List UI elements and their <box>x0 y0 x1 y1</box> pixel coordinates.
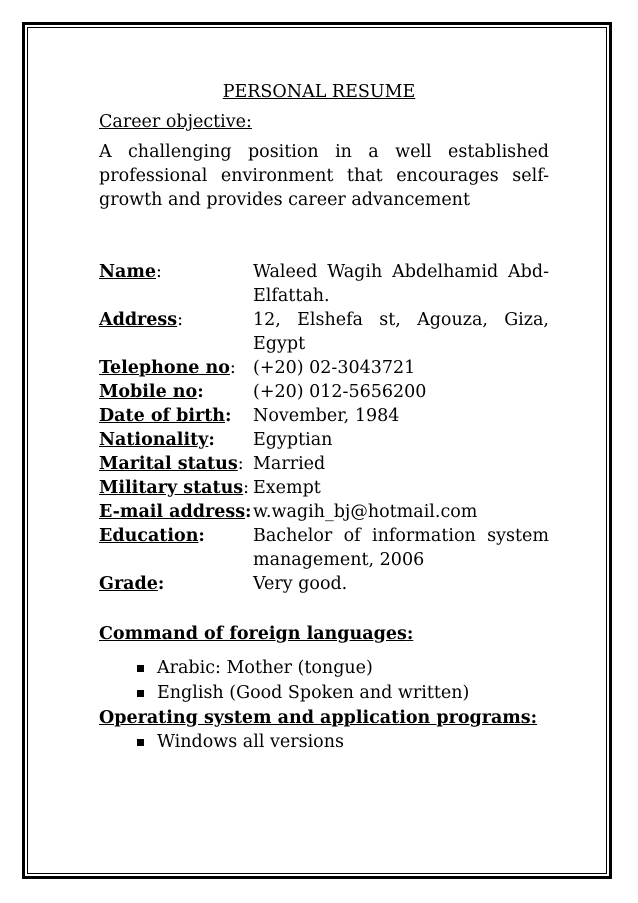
detail-key: Military status <box>99 478 244 498</box>
detail-key: E-mail address <box>99 502 246 522</box>
detail-value: 12, Elshefa st, Agouza, Giza, Egypt <box>253 310 549 354</box>
detail-key: Name <box>99 262 156 282</box>
detail-key: Telephone no <box>99 358 230 378</box>
os-heading: Operating system and application programs: <box>99 708 538 728</box>
list-item-text: Windows all versions <box>157 732 344 752</box>
detail-colon: : <box>245 502 252 522</box>
languages-heading-text: Command of foreign languages <box>99 624 407 644</box>
detail-value: Waleed Wagih Abdelhamid Abd-Elfattah. <box>253 262 549 306</box>
languages-list <box>99 656 549 706</box>
detail-colon: : <box>237 454 244 474</box>
detail-colon: : <box>225 406 232 426</box>
detail-label <box>99 476 253 500</box>
detail-row-name <box>99 260 549 308</box>
list-item <box>137 681 549 706</box>
detail-colon: : <box>243 478 250 498</box>
detail-value: Bachelor of information system management, 2006 <box>253 526 549 570</box>
detail-row-grade <box>99 572 549 596</box>
detail-label <box>99 524 253 548</box>
detail-label <box>99 308 253 332</box>
detail-label <box>99 500 253 524</box>
square-bullet-icon <box>137 690 144 697</box>
detail-value: Married <box>253 454 326 474</box>
resume-content <box>99 80 549 755</box>
detail-row-telephone <box>99 356 549 380</box>
square-bullet-icon <box>137 665 144 672</box>
detail-colon: : <box>208 430 215 450</box>
detail-value: (+20) 02-3043721 <box>253 358 416 378</box>
detail-key: Education <box>99 526 199 546</box>
detail-row-address <box>99 308 549 356</box>
list-item-text: Arabic: Mother (tongue) <box>157 658 373 678</box>
list-item <box>137 730 549 755</box>
list-item <box>137 656 549 681</box>
detail-value: Very good. <box>253 574 348 594</box>
languages-heading-colon: : <box>406 624 414 644</box>
detail-value: Exempt <box>253 478 321 498</box>
detail-value: Egyptian <box>253 430 333 450</box>
detail-row-email <box>99 500 549 524</box>
square-bullet-icon <box>137 739 144 746</box>
spacer <box>99 212 549 260</box>
detail-colon: : <box>197 382 204 402</box>
detail-row-military <box>99 476 549 500</box>
detail-row-mobile <box>99 380 549 404</box>
detail-key: Date of birth <box>99 406 226 426</box>
detail-colon: : <box>229 358 236 378</box>
career-objective-label: Career objective: <box>99 112 252 132</box>
os-list <box>99 730 549 755</box>
detail-colon: : <box>156 262 162 282</box>
detail-colon: : <box>177 310 184 330</box>
detail-label <box>99 428 253 452</box>
detail-colon: : <box>157 574 165 594</box>
personal-details <box>99 260 549 596</box>
list-item-text: English (Good Spoken and written) <box>157 683 470 703</box>
detail-key: Nationality <box>99 430 209 450</box>
detail-value: November, 1984 <box>253 406 400 426</box>
detail-label <box>99 260 253 284</box>
detail-row-marital <box>99 452 549 476</box>
page-title: PERSONAL RESUME <box>222 82 416 102</box>
detail-label <box>99 356 253 380</box>
detail-row-nationality <box>99 428 549 452</box>
detail-key: Mobile no <box>99 382 198 402</box>
detail-row-education <box>99 524 549 572</box>
detail-colon: : <box>198 526 205 546</box>
detail-label <box>99 452 253 476</box>
detail-row-dob <box>99 404 549 428</box>
detail-value: w.wagih_bj@hotmail.com <box>253 502 478 522</box>
detail-label <box>99 380 253 404</box>
detail-key: Address <box>99 310 178 330</box>
career-objective-text: A challenging position in a well established professional environment that encourages self-growth and provides career advancement <box>99 142 549 210</box>
languages-heading <box>99 622 549 646</box>
detail-value: (+20) 012-5656200 <box>253 382 427 402</box>
detail-key: Grade <box>99 574 158 594</box>
detail-key: Marital status <box>99 454 238 474</box>
detail-label <box>99 572 253 596</box>
detail-label <box>99 404 253 428</box>
